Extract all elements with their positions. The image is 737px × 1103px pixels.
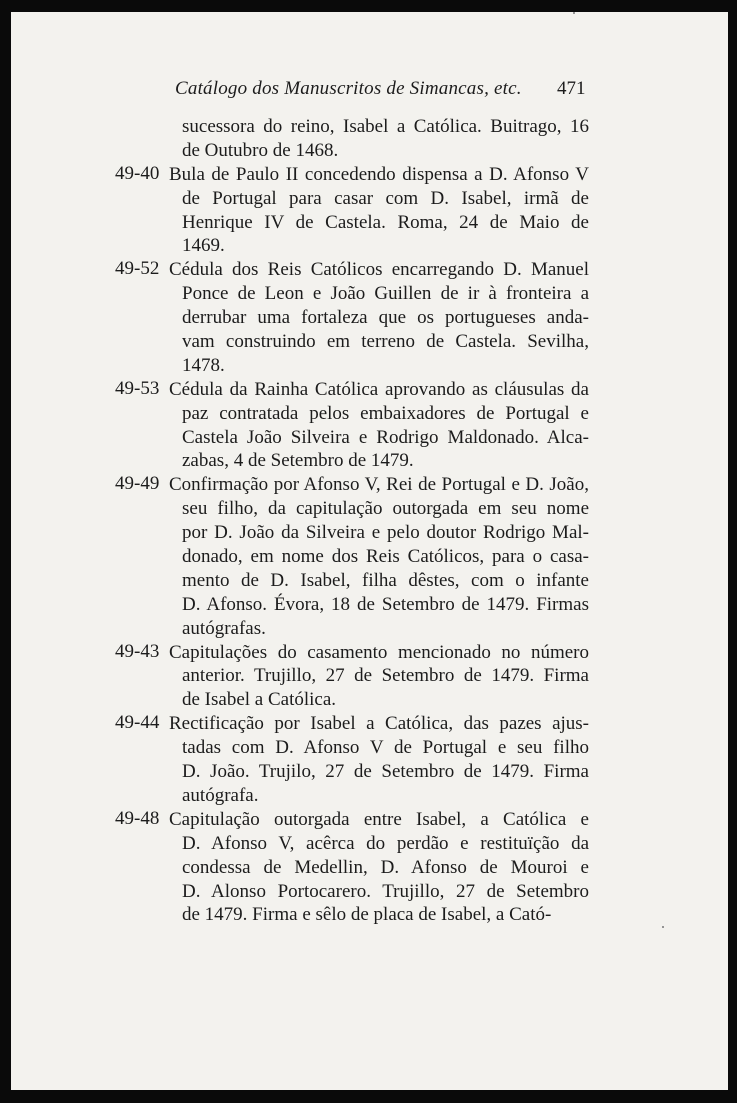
entry-reference: 49-49 [115, 473, 160, 495]
entry-line: Rectificação por Isabel a Católica, das pazes ajus- [169, 713, 589, 735]
entry-line: de 1479. Firma e sêlo de placa de Isabel, a Cató- [182, 904, 552, 926]
catalog-entry [11, 258, 728, 377]
entry-line: derrubar uma fortaleza que os portugueses anda- [182, 307, 589, 329]
entry-reference: 49-53 [115, 377, 160, 399]
catalog-entry [11, 473, 728, 640]
entry-reference: 49-40 [115, 162, 160, 184]
entry-line: de Portugal para casar com D. Isabel, irmã de [182, 187, 589, 209]
speck-mark [662, 926, 664, 928]
entry-line: vam construindo em terreno de Castela. Sevilha, [182, 331, 589, 353]
entry-reference: 49-43 [115, 640, 160, 662]
entry-line: Ponce de Leon e João Guillen de ir à fronteira a [182, 283, 589, 305]
catalog-entry [11, 641, 728, 713]
entry-text [169, 258, 589, 377]
catalog-entries [11, 115, 728, 927]
entry-text [169, 641, 589, 713]
catalog-entry [11, 378, 728, 474]
speck-mark [573, 12, 575, 14]
catalog-entry [11, 115, 728, 163]
entry-line: paz contratada pelos embaixadores de Portugal e [182, 402, 589, 424]
entry-line: Henrique IV de Castela. Roma, 24 de Maio de [182, 211, 589, 233]
entry-line: autógrafa. [182, 784, 259, 806]
entry-line: Confirmação por Afonso V, Rei de Portugal e D. João, [169, 474, 589, 496]
entry-reference: 49-48 [115, 807, 160, 829]
entry-line: tadas com D. Afonso V de Portugal e seu filho [182, 737, 589, 759]
running-header [11, 72, 728, 102]
entry-text [169, 808, 589, 927]
entry-line: 1478. [182, 354, 225, 376]
entry-line: Castela João Silveira e Rodrigo Maldonado. Alca- [182, 426, 589, 448]
entry-line: 1469. [182, 235, 225, 257]
entry-line: seu filho, da capitulação outorgada em seu nome [182, 498, 589, 520]
entry-reference: 49-44 [115, 712, 160, 734]
entry-line: Capitulação outorgada entre Isabel, a Católica e [169, 808, 589, 830]
running-title: Catálogo dos Manuscritos de Simancas, etc. [175, 78, 522, 99]
catalog-entry [11, 712, 728, 808]
entry-text [169, 378, 589, 474]
entry-line: zabas, 4 de Setembro de 1479. [182, 450, 414, 472]
entry-line: de Isabel a Católica. [182, 689, 337, 711]
entry-text [169, 712, 589, 808]
entry-line: donado, em nome dos Reis Católicos, para o casa- [182, 546, 589, 568]
entry-reference: 49-52 [115, 258, 160, 280]
entry-text [169, 473, 589, 640]
entry-line: D. Afonso. Évora, 18 de Setembro de 1479. Firmas [182, 593, 589, 615]
entry-text [182, 115, 589, 163]
entry-line: D. Afonso V, acêrca do perdão e restituïção da [182, 832, 589, 854]
entry-line: Bula de Paulo II concedendo dispensa a D. Afonso V [169, 163, 589, 185]
entry-line: Cédula da Rainha Católica aprovando as cláusulas da [169, 378, 589, 400]
catalog-entry [11, 163, 728, 259]
entry-line: Capitulações do casamento mencionado no número [169, 641, 589, 663]
entry-line: autógrafas. [182, 617, 266, 639]
entry-line: mento de D. Isabel, filha dêstes, com o infante [182, 569, 589, 591]
page-number: 471 [557, 78, 586, 99]
entry-line: condessa de Medellin, D. Afonso de Mouroi e [182, 856, 589, 878]
entry-line: anterior. Trujillo, 27 de Setembro de 1479. Firma [182, 665, 589, 687]
catalog-entry [11, 808, 728, 927]
entry-line: sucessora do reino, Isabel a Católica. Buitrago, 16 [182, 116, 589, 137]
entry-line: D. Alonso Portocarero. Trujillo, 27 de Setembro [182, 880, 589, 902]
entry-text [169, 163, 589, 259]
entry-line: por D. João da Silveira e pelo doutor Rodrigo Mal- [182, 522, 589, 544]
document-page [11, 12, 728, 1090]
entry-line: de Outubro de 1468. [182, 139, 339, 161]
entry-line: Cédula dos Reis Católicos encarregando D. Manuel [169, 259, 589, 281]
entry-line: D. João. Trujilo, 27 de Setembro de 1479. Firma [182, 761, 589, 783]
